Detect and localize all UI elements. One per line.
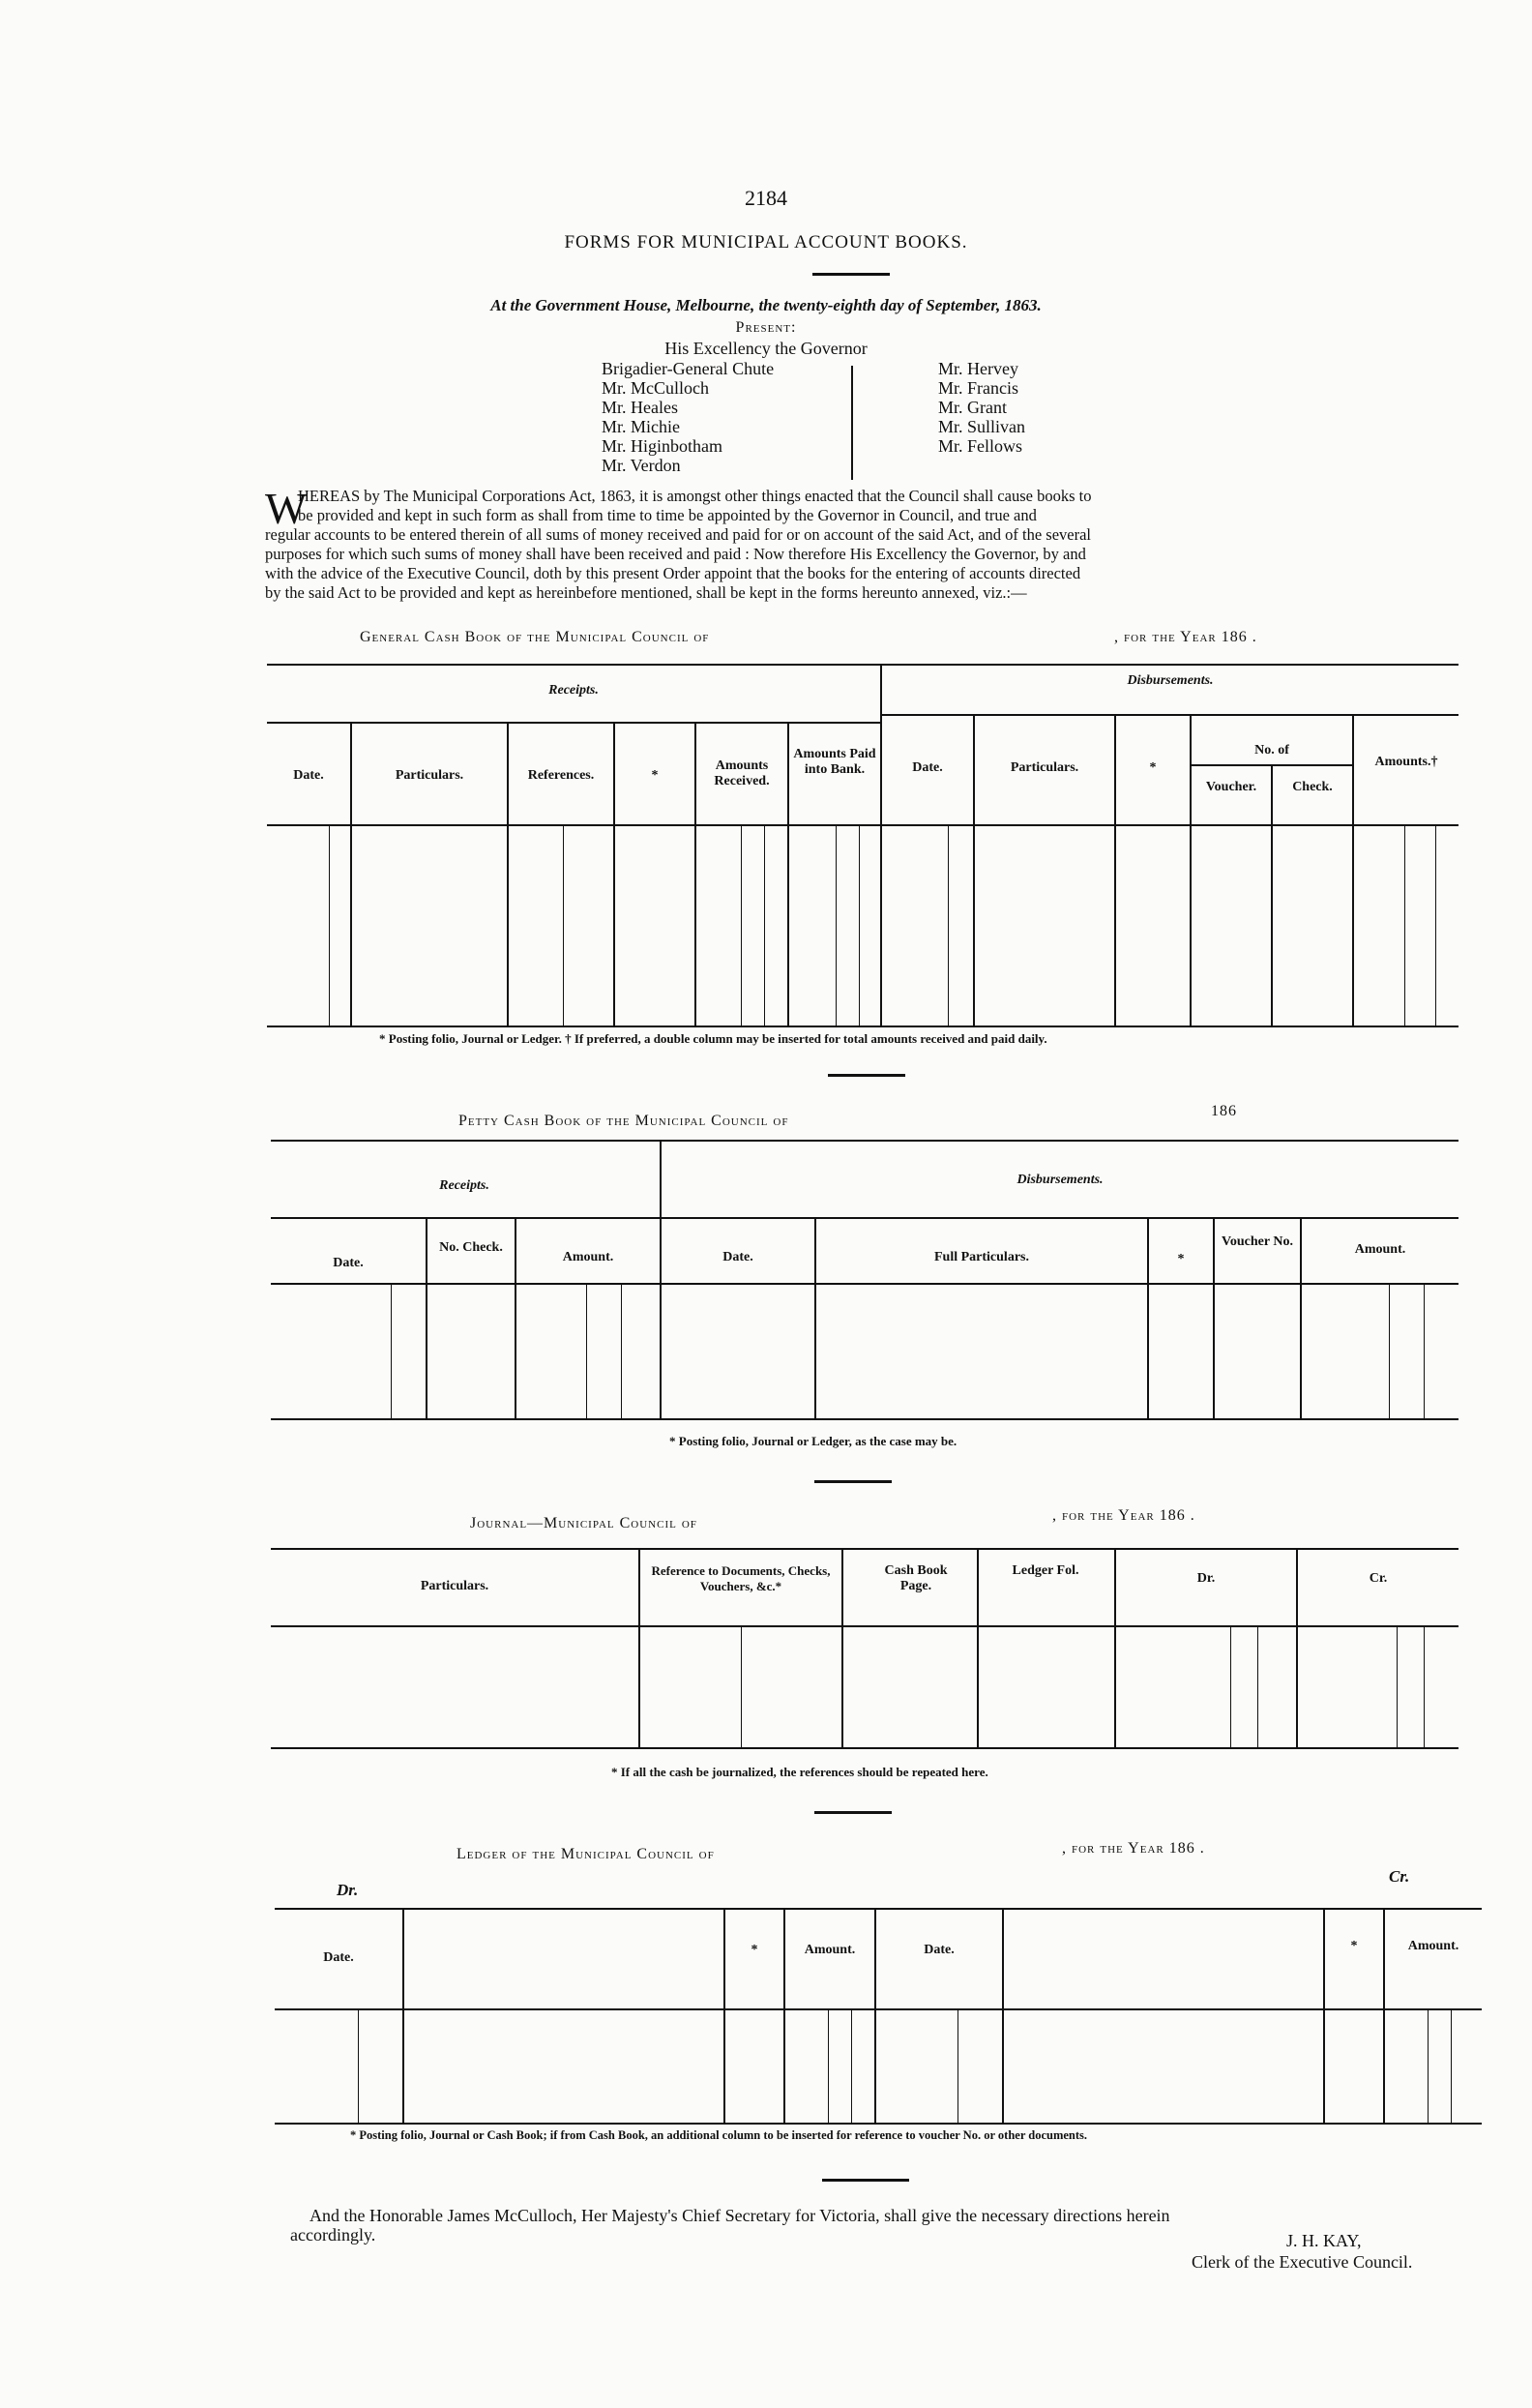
col-cash-book-page: Cash Book Page. (884, 1563, 948, 1593)
closing-line: And the Honorable James McCulloch, Her Majesty's Chief Secretary for Victoria, shall give the necessary directions herein (309, 2206, 1170, 2225)
rule (267, 824, 1458, 826)
rule (329, 824, 330, 1026)
petty-cash-year: 186 (1211, 1103, 1237, 1119)
petty-cash-title: Petty Cash Book of the Municipal Council of (458, 1113, 789, 1129)
whereas-line: by the said Act to be provided and kept as hereinbefore mentioned, shall be kept in the forms hereunto annexed, viz.:— (265, 583, 1027, 602)
col-folio: * (651, 768, 659, 783)
member: Mr. Hervey (938, 359, 1018, 378)
col-amount: Amount. (804, 1943, 856, 1957)
location-line: At the Government House, Melbourne, the twenty-eighth day of September, 1863. (490, 296, 1042, 314)
col-folio: * (751, 1943, 758, 1957)
journal-title: Journal—Municipal Council of (470, 1515, 697, 1531)
rule (271, 1217, 1458, 1219)
rule (1190, 714, 1192, 1026)
rule (1451, 2008, 1452, 2123)
rule (828, 2008, 829, 2123)
rule (621, 1283, 622, 1418)
dropcap: W (265, 484, 308, 533)
rule (841, 1548, 843, 1747)
col-particulars: Particulars. (395, 768, 464, 783)
member: Mr. Heales (602, 398, 678, 417)
rule (1389, 1283, 1390, 1418)
col-amount: Amount. (562, 1250, 614, 1264)
section-rule (828, 1074, 905, 1077)
rule (271, 1548, 1458, 1550)
rule (880, 664, 882, 1027)
rule (874, 1908, 876, 2123)
rule (1002, 1908, 1004, 2123)
rule (851, 2008, 852, 2123)
ledger-note: * Posting folio, Journal or Cash Book; if from Cash Book, an additional column to be inserted for reference to voucher No. or other documents. (350, 2128, 1088, 2142)
cash-book-note: * Posting folio, Journal or Ledger. † If preferred, a double column may be inserted for total amounts received and paid daily. (379, 1031, 1047, 1046)
rule (1147, 1217, 1149, 1418)
section-rule (814, 1480, 892, 1483)
member: Mr. Sullivan (938, 417, 1026, 436)
col-amount: Amount. (1354, 1242, 1406, 1257)
rule (1424, 1283, 1425, 1418)
rule (515, 1217, 516, 1418)
rule (723, 1908, 725, 2123)
cash-book-year: , for the Year 186 . (1114, 629, 1257, 645)
member: Mr. Fellows (938, 436, 1023, 456)
rule (271, 1747, 1458, 1749)
member: Mr. Grant (938, 398, 1007, 417)
col-particulars: Particulars. (1010, 760, 1079, 775)
cash-book-title: General Cash Book of the Municipal Council of (360, 629, 710, 645)
members-left (602, 359, 774, 475)
col-amounts-paid: Amounts Paid into Bank. (793, 747, 876, 777)
whereas-line: HEREAS by The Municipal Corporations Act, 1863, it is amongst other things enacted that the Council shall cause books to (298, 487, 1092, 505)
rule (1404, 824, 1405, 1026)
col-date: Date. (722, 1250, 753, 1264)
rule (586, 1283, 587, 1418)
col-dr: Dr. (1196, 1571, 1216, 1586)
rule (275, 1908, 1482, 1910)
rule (882, 714, 1458, 716)
whereas-line: regular accounts to be entered therein of all sums of money received and paid for or on account of the said Act, and of the several (265, 525, 1092, 544)
col-folio: * (1177, 1252, 1185, 1266)
petty-cash-note: * Posting folio, Journal or Ledger, as the case may be. (669, 1434, 958, 1448)
col-check: Check. (1292, 780, 1333, 794)
rule (783, 1908, 785, 2123)
rule (391, 1283, 392, 1418)
rule (271, 1418, 1458, 1420)
closing-line: accordingly. (290, 2225, 376, 2244)
receipts-label: Receipts. (548, 683, 599, 698)
member: Mr. Francis (938, 378, 1018, 398)
section-rule (822, 2179, 909, 2182)
title-rule (812, 273, 890, 276)
col-particulars: Particulars. (420, 1579, 489, 1593)
col-date: Date. (912, 760, 943, 775)
rule (271, 1625, 1458, 1627)
member: Mr. Higinbotham (602, 436, 722, 456)
rule (563, 824, 564, 1026)
rule (1424, 1625, 1425, 1747)
col-reference: Reference to Documents, Checks, Vouchers, &c.* (651, 1563, 831, 1593)
journal-year: , for the Year 186 . (1052, 1507, 1195, 1524)
ledger-year: , for the Year 186 . (1062, 1840, 1205, 1857)
col-cr: Cr. (1369, 1571, 1388, 1586)
member: Brigadier-General Chute (602, 359, 775, 378)
disbursements-label: Disbursements. (1016, 1173, 1104, 1187)
rule (275, 2008, 1482, 2010)
col-voucher: Voucher. (1205, 780, 1257, 794)
col-no-check: No. Check. (439, 1240, 503, 1255)
col-folio: * (1149, 760, 1157, 775)
rule (859, 824, 860, 1026)
col-ledger-fol: Ledger Fol. (1012, 1563, 1079, 1578)
ledger-title: Ledger of the Municipal Council of (457, 1846, 715, 1862)
col-date: Date. (924, 1943, 955, 1957)
rule (1271, 764, 1273, 1026)
rule (267, 664, 1458, 666)
col-amounts: Amounts.† (1374, 755, 1438, 769)
page-number: 2184 (745, 186, 787, 210)
col-references: References. (527, 768, 595, 783)
member: Mr. McCulloch (602, 378, 709, 398)
rule (814, 1217, 816, 1418)
rule (1257, 1625, 1258, 1747)
col-full-particulars: Full Particulars. (934, 1250, 1029, 1264)
col-voucher-no: Voucher No. (1222, 1234, 1293, 1249)
governor-line: His Excellency the Governor (664, 339, 868, 358)
members-divider (851, 366, 853, 480)
rule (1397, 1625, 1398, 1747)
rule (271, 1140, 1458, 1142)
whereas-line: be provided and kept in such form as shall from time to time be appointed by the Governor in Council, and true and (298, 506, 1037, 524)
present-label: Present: (735, 319, 797, 336)
journal-note: * If all the cash be journalized, the references should be repeated here. (611, 1765, 988, 1779)
rule (638, 1548, 640, 1747)
rule (1190, 764, 1352, 766)
rule (1230, 1625, 1231, 1747)
rule (977, 1548, 979, 1747)
rule (275, 2123, 1482, 2125)
whereas-line: purposes for which such sums of money shall have been received and paid : Now therefore His Excellency the Governor, by and (265, 545, 1086, 563)
col-date: Date. (323, 1950, 354, 1965)
rule (1435, 824, 1436, 1026)
rule (741, 824, 742, 1026)
signatory-name: J. H. KAY, (1286, 2231, 1362, 2250)
rule (948, 824, 949, 1026)
ledger-dr: Dr. (337, 1881, 359, 1899)
col-folio: * (1350, 1939, 1358, 1953)
member: Mr. Michie (602, 417, 680, 436)
receipts-label: Receipts. (439, 1178, 489, 1193)
col-date: Date. (293, 768, 324, 783)
rule (271, 1283, 1458, 1285)
ledger-cr: Cr. (1389, 1867, 1410, 1886)
rule (836, 824, 837, 1026)
rule (358, 2008, 359, 2123)
col-no-of: No. of (1254, 743, 1289, 758)
section-rule (814, 1811, 892, 1814)
members-right (938, 359, 1025, 456)
col-date: Date. (333, 1256, 364, 1270)
rule (402, 1908, 404, 2123)
member: Mr. Verdon (602, 456, 681, 475)
whereas-line: with the advice of the Executive Council, doth by this present Order appoint that the books for the entering of accounts directed (265, 564, 1081, 582)
signatory-title: Clerk of the Executive Council. (1192, 2252, 1413, 2272)
col-amounts-received: Amounts Received. (714, 758, 770, 788)
rule (764, 824, 765, 1026)
main-title: FORMS FOR MUNICIPAL ACCOUNT BOOKS. (564, 232, 968, 253)
col-amount: Amount. (1407, 1939, 1459, 1953)
rule (741, 1625, 742, 1747)
rule (267, 1026, 1458, 1027)
rule (1428, 2008, 1429, 2123)
disbursements-label: Disbursements. (1127, 673, 1214, 688)
